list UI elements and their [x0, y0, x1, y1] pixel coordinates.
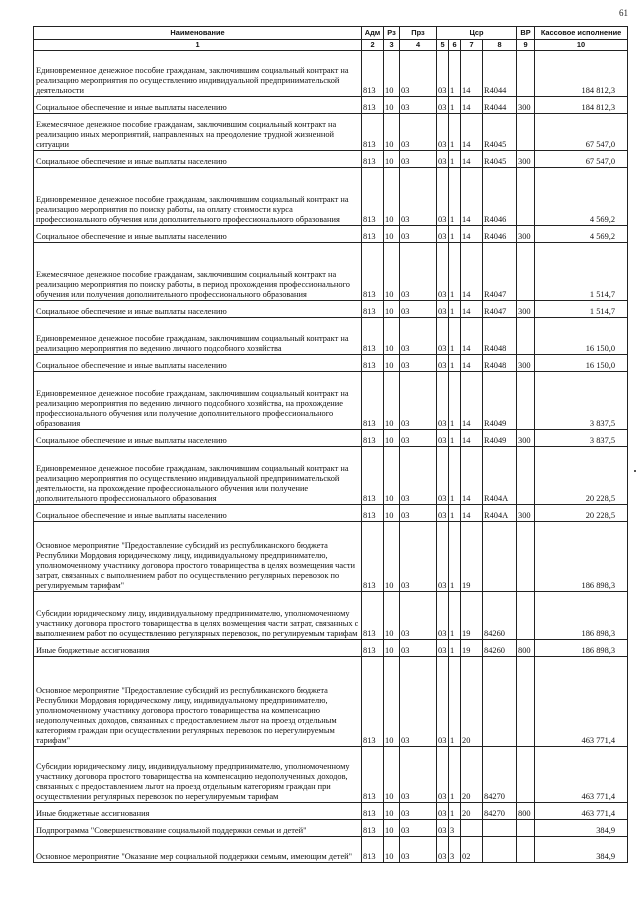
row-csr-subprogram: 3 — [449, 837, 461, 863]
row-csr-direction: R4047 — [483, 301, 517, 318]
row-vr: 300 — [517, 97, 535, 114]
row-prz: 03 — [400, 640, 437, 657]
row-csr-program: 03 — [437, 657, 449, 747]
row-csr-event: 14 — [461, 372, 483, 430]
row-name: Социальное обеспечение и иные выплаты населению — [34, 355, 362, 372]
table-row — [34, 592, 628, 640]
row-csr-program: 03 — [437, 837, 449, 863]
row-csr-program: 03 — [437, 97, 449, 114]
table-row — [34, 447, 628, 505]
row-vr — [517, 657, 535, 747]
row-csr-direction: R4049 — [483, 372, 517, 430]
row-rz: 10 — [384, 820, 400, 837]
table-row — [34, 430, 628, 447]
row-vr: 300 — [517, 226, 535, 243]
column-number: 5 — [437, 40, 449, 51]
row-vr — [517, 372, 535, 430]
page-number: 61 — [619, 8, 628, 18]
row-vr — [517, 318, 535, 355]
header-prz: Прз — [400, 27, 437, 40]
row-csr-subprogram: 1 — [449, 430, 461, 447]
table-row — [34, 820, 628, 837]
row-csr-subprogram: 1 — [449, 640, 461, 657]
row-csr-program: 03 — [437, 640, 449, 657]
table-row — [34, 51, 628, 97]
row-csr-event: 02 — [461, 837, 483, 863]
row-name: Социальное обеспечение и иные выплаты населению — [34, 430, 362, 447]
row-csr-event: 14 — [461, 430, 483, 447]
row-prz: 03 — [400, 372, 437, 430]
row-rz: 10 — [384, 505, 400, 522]
row-amount: 20 228,5 — [535, 505, 628, 522]
row-csr-program: 03 — [437, 430, 449, 447]
row-name: Социальное обеспечение и иные выплаты населению — [34, 301, 362, 318]
row-csr-program: 03 — [437, 372, 449, 430]
row-adm: 813 — [362, 447, 384, 505]
row-adm: 813 — [362, 114, 384, 151]
row-adm: 813 — [362, 318, 384, 355]
row-csr-event: 20 — [461, 747, 483, 803]
row-csr-direction: R4049 — [483, 430, 517, 447]
header-rz: Рз — [384, 27, 400, 40]
row-csr-direction: 84260 — [483, 640, 517, 657]
row-csr-subprogram: 1 — [449, 318, 461, 355]
table-row — [34, 355, 628, 372]
row-csr-event: 19 — [461, 640, 483, 657]
row-csr-program: 03 — [437, 592, 449, 640]
row-csr-subprogram: 1 — [449, 114, 461, 151]
scan-speck — [634, 470, 636, 472]
table-row — [34, 747, 628, 803]
row-prz: 03 — [400, 820, 437, 837]
column-number: 9 — [517, 40, 535, 51]
table-row — [34, 522, 628, 592]
row-csr-event: 19 — [461, 592, 483, 640]
row-csr-subprogram: 1 — [449, 372, 461, 430]
row-amount: 384,9 — [535, 820, 628, 837]
row-csr-event: 14 — [461, 355, 483, 372]
row-name: Ежемесячное денежное пособие гражданам, заключившим социальный контракт на реализацию иных мероприятий, направленных на преодоление трудной жизненной ситуации — [34, 114, 362, 151]
row-csr-direction: R4048 — [483, 318, 517, 355]
row-name: Субсидии юридическому лицу, индивидуальному предпринимателю, уполномоченному участнику договора простого товарищества в целях возмещения части затрат, связанных с выполнением работ по осуществлению регулярных перевозок, по регулируемым тарифам — [34, 592, 362, 640]
row-adm: 813 — [362, 837, 384, 863]
row-csr-direction — [483, 657, 517, 747]
row-csr-subprogram: 1 — [449, 505, 461, 522]
row-adm: 813 — [362, 820, 384, 837]
row-vr: 800 — [517, 803, 535, 820]
row-prz: 03 — [400, 803, 437, 820]
table-body — [34, 51, 628, 863]
row-amount: 20 228,5 — [535, 447, 628, 505]
row-adm: 813 — [362, 355, 384, 372]
header-row — [34, 27, 628, 40]
row-prz: 03 — [400, 430, 437, 447]
row-csr-event: 14 — [461, 318, 483, 355]
row-rz: 10 — [384, 226, 400, 243]
row-vr — [517, 522, 535, 592]
row-csr-program: 03 — [437, 522, 449, 592]
row-prz: 03 — [400, 226, 437, 243]
row-amount: 463 771,4 — [535, 747, 628, 803]
row-csr-program: 03 — [437, 355, 449, 372]
row-name: Единовременное денежное пособие гражданам, заключившим социальный контракт на реализацию мероприятия по поиску работы, на оплату стоимости курса профессионального обучения или дополнительного профессионального образования — [34, 168, 362, 226]
row-amount: 67 547,0 — [535, 114, 628, 151]
table-row — [34, 803, 628, 820]
row-vr: 300 — [517, 151, 535, 168]
row-name: Основное мероприятие "Оказание мер социальной поддержки семьям, имеющим детей" — [34, 837, 362, 863]
row-name: Иные бюджетные ассигнования — [34, 640, 362, 657]
row-prz: 03 — [400, 168, 437, 226]
row-csr-program: 03 — [437, 114, 449, 151]
row-rz: 10 — [384, 243, 400, 301]
row-csr-direction: R4044 — [483, 97, 517, 114]
row-csr-event: 14 — [461, 447, 483, 505]
row-vr: 300 — [517, 355, 535, 372]
table-row — [34, 837, 628, 863]
row-vr — [517, 837, 535, 863]
row-rz: 10 — [384, 430, 400, 447]
row-csr-direction: R4046 — [483, 226, 517, 243]
row-csr-program: 03 — [437, 151, 449, 168]
row-rz: 10 — [384, 747, 400, 803]
row-name: Подпрограмма "Совершенствование социальной поддержки семьи и детей" — [34, 820, 362, 837]
column-number: 8 — [483, 40, 517, 51]
row-prz: 03 — [400, 114, 437, 151]
row-csr-program: 03 — [437, 301, 449, 318]
row-csr-program: 03 — [437, 803, 449, 820]
row-csr-program: 03 — [437, 226, 449, 243]
row-csr-direction: R4045 — [483, 114, 517, 151]
header-cash-execution: Кассовое исполнение — [535, 27, 628, 40]
column-number: 6 — [449, 40, 461, 51]
row-prz: 03 — [400, 447, 437, 505]
row-csr-program: 03 — [437, 51, 449, 97]
row-vr — [517, 168, 535, 226]
row-csr-direction: R4048 — [483, 355, 517, 372]
row-csr-subprogram: 1 — [449, 803, 461, 820]
row-prz: 03 — [400, 505, 437, 522]
row-csr-subprogram: 1 — [449, 301, 461, 318]
row-name: Основное мероприятие "Предоставление субсидий из республиканского бюджета Республики Мордовия юридическому лицу, индивидуальному предпринимателю, уполномоченному участнику договора простого товарищества на компенсацию недополученных доходов, связанных с предоставлением льгот на проезд отдельным категориям граждан при осуществлении регулярных перевозок по нерегулируемым тарифам" — [34, 657, 362, 747]
row-csr-event: 20 — [461, 803, 483, 820]
row-vr: 300 — [517, 301, 535, 318]
row-csr-event: 19 — [461, 522, 483, 592]
row-csr-direction: R404A — [483, 447, 517, 505]
row-csr-subprogram: 1 — [449, 51, 461, 97]
row-csr-event: 20 — [461, 657, 483, 747]
row-amount: 67 547,0 — [535, 151, 628, 168]
row-csr-direction — [483, 522, 517, 592]
row-name: Основное мероприятие "Предоставление субсидий из республиканского бюджета Республики Мордовия юридическому лицу, индивидуальному предпринимателю, уполномоченному участнику договора простого товарищества в целях возмещения части затрат, связанных с выполнением работ по осуществлению регулярных перевозок по регулируемым тарифам" — [34, 522, 362, 592]
row-prz: 03 — [400, 747, 437, 803]
header-adm: Адм — [362, 27, 384, 40]
row-csr-event — [461, 820, 483, 837]
column-number-row — [34, 40, 628, 51]
row-prz: 03 — [400, 657, 437, 747]
table-row — [34, 226, 628, 243]
row-csr-direction: R4046 — [483, 168, 517, 226]
row-rz: 10 — [384, 803, 400, 820]
row-csr-program: 03 — [437, 168, 449, 226]
column-number: 4 — [400, 40, 437, 51]
row-name: Социальное обеспечение и иные выплаты населению — [34, 226, 362, 243]
table-row — [34, 372, 628, 430]
row-rz: 10 — [384, 355, 400, 372]
row-csr-subprogram: 1 — [449, 226, 461, 243]
row-adm: 813 — [362, 168, 384, 226]
row-amount: 186 898,3 — [535, 592, 628, 640]
row-name: Ежемесячное денежное пособие гражданам, заключившим социальный контракт на реализацию мероприятия по поиску работы, в период прохождения профессионального обучения или получения дополнительного профессионального образования — [34, 243, 362, 301]
row-amount: 3 837,5 — [535, 430, 628, 447]
row-amount: 4 569,2 — [535, 226, 628, 243]
row-adm: 813 — [362, 51, 384, 97]
row-csr-event: 14 — [461, 114, 483, 151]
row-csr-event: 14 — [461, 151, 483, 168]
row-amount: 3 837,5 — [535, 372, 628, 430]
row-rz: 10 — [384, 640, 400, 657]
table-row — [34, 151, 628, 168]
row-csr-subprogram: 1 — [449, 447, 461, 505]
row-adm: 813 — [362, 301, 384, 318]
row-rz: 10 — [384, 372, 400, 430]
header-vr: ВР — [517, 27, 535, 40]
row-rz: 10 — [384, 168, 400, 226]
row-prz: 03 — [400, 355, 437, 372]
row-amount: 384,9 — [535, 837, 628, 863]
row-adm: 813 — [362, 803, 384, 820]
row-csr-event: 14 — [461, 505, 483, 522]
row-adm: 813 — [362, 747, 384, 803]
row-rz: 10 — [384, 447, 400, 505]
row-csr-program: 03 — [437, 318, 449, 355]
table-row — [34, 640, 628, 657]
row-amount: 1 514,7 — [535, 301, 628, 318]
row-name: Социальное обеспечение и иные выплаты населению — [34, 505, 362, 522]
table-row — [34, 114, 628, 151]
row-name: Субсидии юридическому лицу, индивидуальному предпринимателю, уполномоченному участнику договора простого товарищества на компенсацию недополученных доходов, связанных с предоставлением льгот на проезд отдельным категориям граждан при осуществлении регулярных перевозок по нерегулируемым тарифам — [34, 747, 362, 803]
row-amount: 4 569,2 — [535, 168, 628, 226]
row-prz: 03 — [400, 318, 437, 355]
row-prz: 03 — [400, 51, 437, 97]
row-csr-direction: R404A — [483, 505, 517, 522]
row-adm: 813 — [362, 430, 384, 447]
row-vr — [517, 447, 535, 505]
row-vr: 300 — [517, 505, 535, 522]
row-rz: 10 — [384, 657, 400, 747]
row-rz: 10 — [384, 97, 400, 114]
row-prz: 03 — [400, 151, 437, 168]
row-rz: 10 — [384, 151, 400, 168]
row-name: Единовременное денежное пособие гражданам, заключившим социальный контракт на реализацию мероприятия по ведению личного подсобного хозяйства — [34, 318, 362, 355]
row-rz: 10 — [384, 318, 400, 355]
row-csr-direction — [483, 837, 517, 863]
row-amount: 1 514,7 — [535, 243, 628, 301]
column-number: 1 — [34, 40, 362, 51]
row-adm: 813 — [362, 151, 384, 168]
row-prz: 03 — [400, 243, 437, 301]
row-csr-subprogram: 1 — [449, 592, 461, 640]
row-amount: 184 812,3 — [535, 51, 628, 97]
table-row — [34, 168, 628, 226]
row-name: Иные бюджетные ассигнования — [34, 803, 362, 820]
row-adm: 813 — [362, 505, 384, 522]
row-csr-direction: 84270 — [483, 747, 517, 803]
row-prz: 03 — [400, 97, 437, 114]
row-amount: 186 898,3 — [535, 522, 628, 592]
row-name: Единовременное денежное пособие гражданам, заключившим социальный контракт на реализацию мероприятия по осуществлению индивидуальной предпринимательской деятельности — [34, 51, 362, 97]
row-prz: 03 — [400, 592, 437, 640]
row-csr-subprogram: 1 — [449, 243, 461, 301]
row-prz: 03 — [400, 522, 437, 592]
column-number: 10 — [535, 40, 628, 51]
table-row — [34, 657, 628, 747]
row-amount: 16 150,0 — [535, 355, 628, 372]
row-name: Социальное обеспечение и иные выплаты населению — [34, 151, 362, 168]
row-csr-direction — [483, 820, 517, 837]
row-vr — [517, 51, 535, 97]
row-csr-direction: R4047 — [483, 243, 517, 301]
row-rz: 10 — [384, 51, 400, 97]
row-csr-subprogram: 1 — [449, 747, 461, 803]
row-csr-subprogram: 1 — [449, 657, 461, 747]
table-row — [34, 318, 628, 355]
row-amount: 16 150,0 — [535, 318, 628, 355]
row-name: Социальное обеспечение и иные выплаты населению — [34, 97, 362, 114]
row-amount: 463 771,4 — [535, 657, 628, 747]
row-vr — [517, 114, 535, 151]
row-csr-subprogram: 1 — [449, 168, 461, 226]
row-amount: 184 812,3 — [535, 97, 628, 114]
row-rz: 10 — [384, 301, 400, 318]
row-csr-event: 14 — [461, 226, 483, 243]
header-name: Наименование — [34, 27, 362, 40]
row-rz: 10 — [384, 522, 400, 592]
row-csr-program: 03 — [437, 505, 449, 522]
row-csr-event: 14 — [461, 51, 483, 97]
row-adm: 813 — [362, 226, 384, 243]
row-rz: 10 — [384, 114, 400, 151]
row-vr — [517, 747, 535, 803]
budget-execution-table — [33, 26, 628, 863]
row-amount: 186 898,3 — [535, 640, 628, 657]
row-amount: 463 771,4 — [535, 803, 628, 820]
row-adm: 813 — [362, 640, 384, 657]
row-prz: 03 — [400, 837, 437, 863]
row-csr-direction: 84270 — [483, 803, 517, 820]
row-csr-program: 03 — [437, 747, 449, 803]
row-csr-subprogram: 1 — [449, 355, 461, 372]
row-csr-event: 14 — [461, 301, 483, 318]
row-csr-program: 03 — [437, 820, 449, 837]
row-csr-program: 03 — [437, 243, 449, 301]
row-csr-direction: R4045 — [483, 151, 517, 168]
row-vr: 300 — [517, 430, 535, 447]
row-csr-subprogram: 3 — [449, 820, 461, 837]
row-adm: 813 — [362, 372, 384, 430]
row-adm: 813 — [362, 522, 384, 592]
table-row — [34, 301, 628, 318]
table-row — [34, 97, 628, 114]
row-rz: 10 — [384, 837, 400, 863]
column-number: 2 — [362, 40, 384, 51]
row-csr-subprogram: 1 — [449, 151, 461, 168]
row-adm: 813 — [362, 657, 384, 747]
row-name: Единовременное денежное пособие гражданам, заключившим социальный контракт на реализацию мероприятия по осуществлению индивидуальной предпринимательской деятельности, на прохождение профессионального обучения или получение дополнительного профессионального образования — [34, 447, 362, 505]
row-csr-event: 14 — [461, 168, 483, 226]
row-csr-direction: 84260 — [483, 592, 517, 640]
table-row — [34, 505, 628, 522]
row-adm: 813 — [362, 592, 384, 640]
header-csr: Цср — [437, 27, 517, 40]
table-row — [34, 243, 628, 301]
column-number: 7 — [461, 40, 483, 51]
row-csr-subprogram: 1 — [449, 97, 461, 114]
row-csr-program: 03 — [437, 447, 449, 505]
row-vr — [517, 820, 535, 837]
row-vr — [517, 243, 535, 301]
row-csr-subprogram: 1 — [449, 522, 461, 592]
row-vr — [517, 592, 535, 640]
row-vr: 800 — [517, 640, 535, 657]
row-adm: 813 — [362, 97, 384, 114]
row-name: Единовременное денежное пособие гражданам, заключившим социальный контракт на реализацию мероприятия по ведению личного подсобного хозяйства, на прохождение профессионального обучения или получение дополнительного профессионального образования — [34, 372, 362, 430]
row-csr-event: 14 — [461, 97, 483, 114]
column-number: 3 — [384, 40, 400, 51]
row-csr-direction: R4044 — [483, 51, 517, 97]
row-rz: 10 — [384, 592, 400, 640]
row-csr-event: 14 — [461, 243, 483, 301]
row-adm: 813 — [362, 243, 384, 301]
row-prz: 03 — [400, 301, 437, 318]
